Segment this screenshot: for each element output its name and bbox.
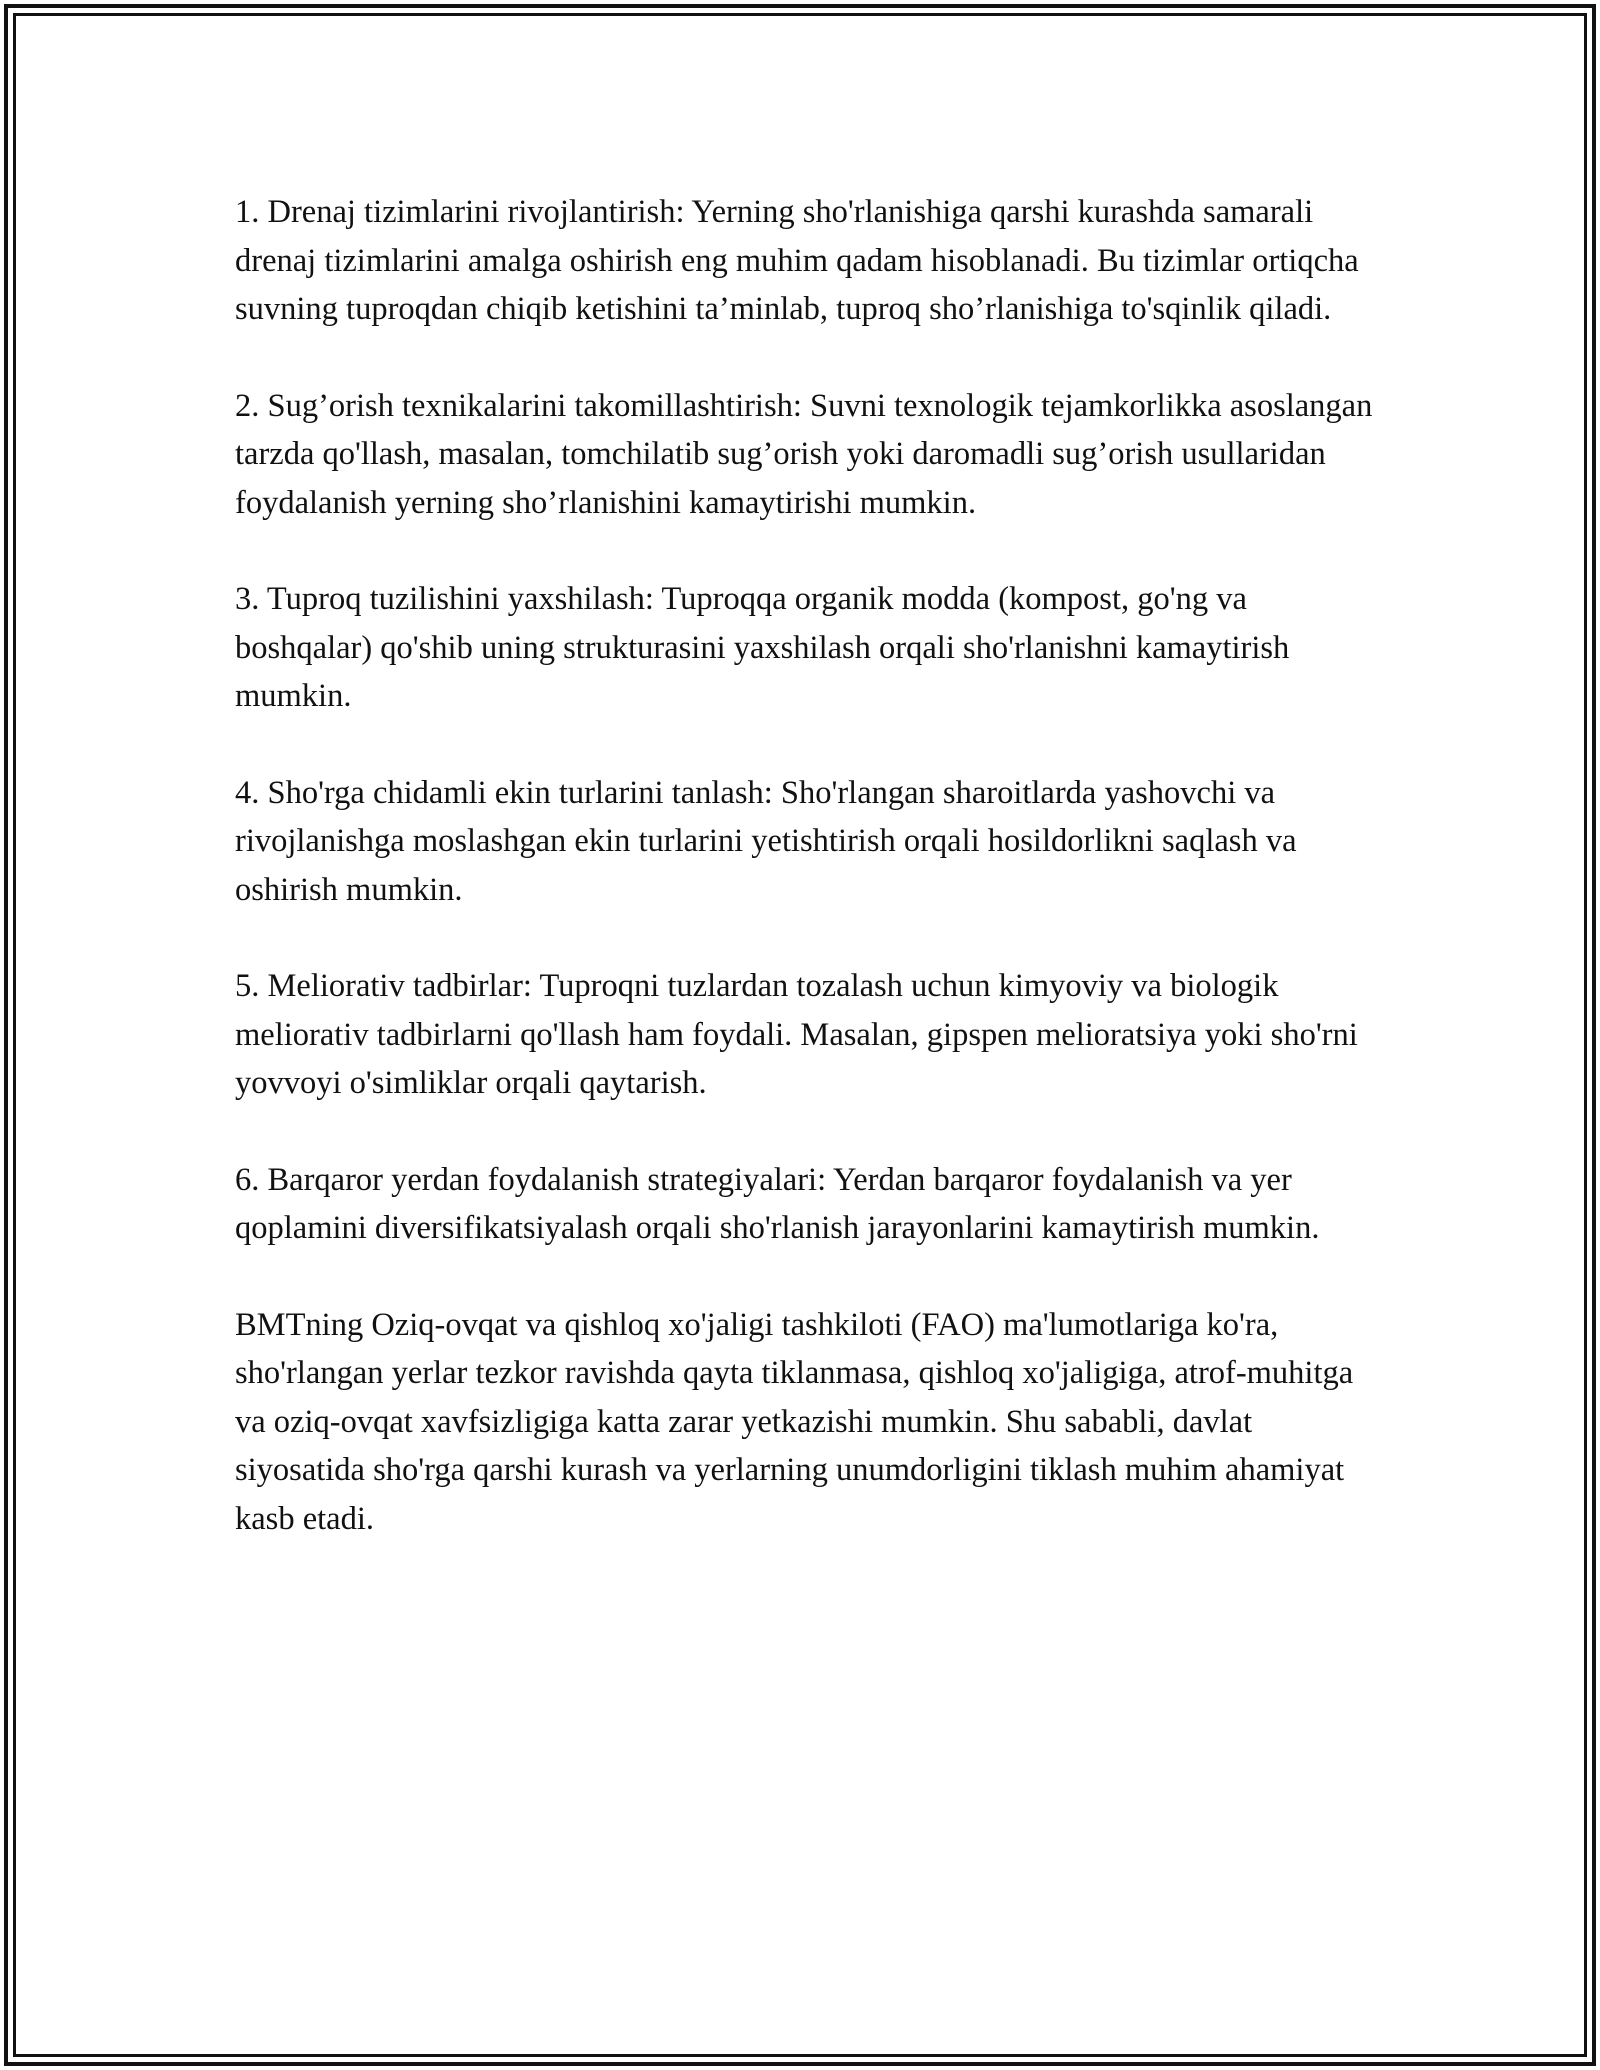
list-item-sustainable-land-use: 6. Barqaror yerdan foydalanish strategiyalari: Yerdan barqaror foydalanish va yer qoplamini diversifikatsiyalash orqali sho'rlanish jarayonlarini kamaytirish mumkin. bbox=[235, 1161, 1320, 1246]
list-item-reclamation: 5. Meliorativ tadbirlar: Tuproqni tuzlardan tozalash uchun kimyoviy va biologik meliorativ tadbirlarni qo'llash ham foydali. Masalan, gipspen melioratsiya yoki sho'rni yovvoyi o'simliklar orqali qaytarish. bbox=[235, 968, 1358, 1101]
document-body bbox=[235, 188, 1375, 1543]
list-item-irrigation: 2. Sug’orish texnikalarini takomillashtirish: Suvni texnologik tejamkorlikka asoslangan tarzda qo'llash, masalan, tomchilatib sug’orish yoki daromadli sug’orish usullaridan foydalanish yerning sho’rlanishini kamaytirishi mumkin. bbox=[235, 387, 1373, 521]
list-item-drainage: 1. Drenaj tizimlarini rivojlantirish: Yerning sho'rlanishiga qarshi kurashda samarali drenaj tizimlarini amalga oshirish eng muhim qadam hisoblanadi. Bu tizimlar ortiqcha suvning tuproqdan chiqib ketishini ta’minlab, tuproq sho’rlanishiga to'sqinlik qiladi. bbox=[235, 194, 1359, 327]
conclusion-paragraph: BMTning Oziq-ovqat va qishloq xo'jaligi tashkiloti (FAO) ma'lumotlariga ko'ra, sho'rlangan yerlar tezkor ravishda qayta tiklanmasa, qishloq xo'jaligiga, atrof-muhitga va oziq-ovqat xavfsizligiga katta zarar yetkazishi mumkin. Shu sababli, davlat siyosatida sho'rga qarshi kurash va yerlarning unumdorligini tiklash muhim ahamiyat kasb etadi. bbox=[235, 1306, 1354, 1537]
list-item-salt-tolerant-crops: 4. Sho'rga chidamli ekin turlarini tanlash: Sho'rlangan sharoitlarda yashovchi va rivojlanishga moslashgan ekin turlarini yetishtirish orqali hosildorlikni saqlash va oshirish mumkin. bbox=[235, 774, 1297, 908]
list-item-soil-structure: 3. Tuproq tuzilishini yaxshilash: Tuproqqa organik modda (kompost, go'ng va boshqalar) qo'shib uning strukturasini yaxshilash orqali sho'rlanishni kamaytirish mumkin. bbox=[235, 581, 1290, 714]
